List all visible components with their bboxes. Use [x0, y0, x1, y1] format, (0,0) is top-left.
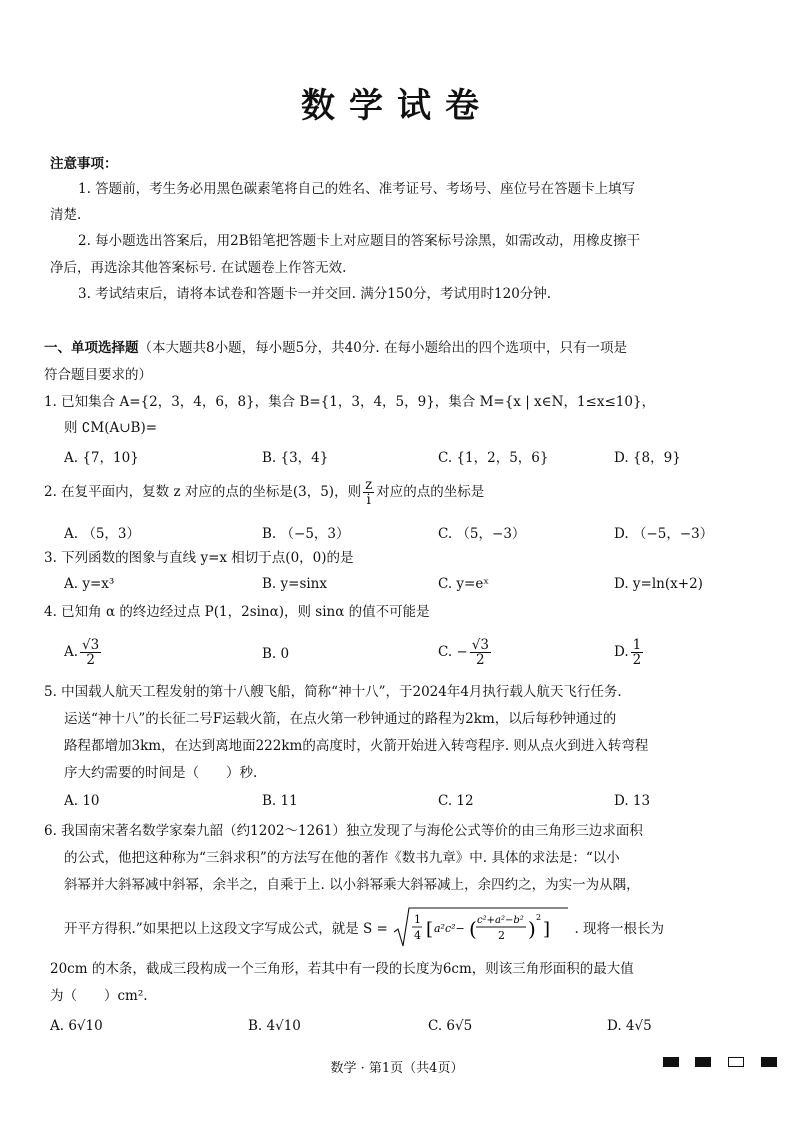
q2-frac-den: i: [366, 492, 371, 508]
notice-item-1-line-2: 清楚.: [50, 207, 82, 223]
q5-option-c: C. 12: [438, 793, 474, 809]
svg-text:2: 2: [536, 913, 542, 922]
q5-option-a: A. 10: [64, 793, 100, 809]
q4-option-a-num: √3: [82, 637, 100, 653]
svg-text:a²c²−: a²c²−: [434, 922, 465, 935]
q5-line-1: 5. 中国载人航天工程发射的第十八艘飞船，简称“神十八”，于2024年4月执行载人航天飞行任务.: [44, 684, 622, 700]
q4-option-d-den: 2: [632, 652, 642, 668]
q2-stem-post: 对应的点的坐标是: [376, 484, 485, 500]
q5-option-d: D. 13: [614, 793, 651, 809]
q4-option-b: B. 0: [262, 646, 290, 662]
q6-option-a: A. 6√10: [50, 1018, 103, 1034]
notice-item-1-line-1: 1. 答题前，考生务必用黑色碳素笔将自己的姓名、准考证号、考场号、座位号在答题卡上填写: [78, 181, 636, 197]
q1-option-a: A. {7，10}: [64, 450, 139, 466]
q3-stem: 3. 下列函数的图象与直线 y=x 相切于点(0，0)的是: [44, 550, 354, 566]
q5-line-4: 序大约需要的时间是（ ）秒.: [64, 765, 258, 781]
q6-option-d: D. 4√5: [607, 1018, 652, 1034]
svg-text:[: [: [426, 919, 434, 940]
q1-line-2: 则 ∁M(A∪B)=: [64, 420, 158, 436]
q3-option-c: C. y=eˣ: [438, 576, 490, 592]
svg-text:(: (: [469, 917, 477, 941]
q4-option-c-frac: [470, 638, 491, 667]
q4-stem: 4. 已知角 α 的终边经过点 P(1，2sinα)，则 sinα 的值不可能是: [44, 604, 430, 620]
q2-option-b: B. （−5，3）: [262, 526, 350, 542]
notice-item-3: 3. 考试结束后，请将本试卷和答题卡一并交回. 满分150分，考试用时120分钟.: [78, 286, 552, 302]
section-1-desc-line-2: 符合题目要求的）: [44, 367, 152, 383]
q4-option-c: [438, 638, 493, 667]
q4-option-d-frac: [631, 638, 644, 667]
svg-text:1: 1: [414, 913, 422, 926]
q4-option-a-label: A.: [64, 644, 79, 660]
q2-stem: [44, 478, 484, 507]
svg-text:): ): [528, 917, 536, 941]
q1-option-d: D. {8，9}: [614, 450, 681, 466]
section-1-header: [44, 339, 627, 357]
q3-option-b: B. y=sinx: [262, 576, 327, 592]
q6-option-b: B. 4√10: [248, 1018, 301, 1034]
q4-option-a: [64, 638, 103, 667]
q1-line-1: 1. 已知集合 A={2，3，4，6，8}，集合 B={1，3，4，5，9}，集合 M={x | x∈N，1≤x≤10}，: [44, 394, 656, 410]
q4-option-d-num: 1: [632, 637, 642, 653]
q6-line-1: 6. 我国南宋著名数学家秦九韶（约1202～1261）独立发现了与海伦公式等价的由三角形三边求面积: [44, 823, 643, 839]
q1-option-b: B. {3，4}: [262, 450, 329, 466]
q2-fraction: [363, 478, 374, 507]
q4-option-a-frac: [80, 638, 101, 667]
notice-item-2-line-2: 净后，再选涂其他答案标号. 在试题卷上作答无效.: [50, 260, 347, 276]
q3-option-a: A. y=x³: [64, 576, 115, 592]
q3-option-d: D. y=ln(x+2): [614, 576, 703, 592]
section-1-heading: 一、单项选择题: [44, 340, 139, 356]
q1-option-c: C. {1，2，5，6}: [438, 450, 549, 466]
q6-line-4-pre: 开平方得积.”如果把以上这段文字写成公式，就是 S =: [64, 921, 388, 937]
q6-option-c: C. 6√5: [428, 1018, 473, 1034]
q6-line-2: 的公式，他把这种称为“三斜求积”的方法写在他的著作《数书九章》中. 具体的求法是：“以小: [64, 850, 620, 866]
q2-option-d: D. （−5，−3）: [614, 526, 714, 542]
page-marker-hollow: [728, 1057, 744, 1067]
q4-option-c-num: √3: [471, 637, 489, 653]
page-marker-solid-1: [663, 1057, 679, 1067]
q6-line-5: 20cm 的木条，截成三段构成一个三角形，若其中有一段的长度为6cm，则该三角形面积的最大值: [50, 961, 634, 977]
q5-line-2: 运送“神十八”的长征二号F运载火箭，在点火第一秒钟通过的路程为2km，以后每秒钟通过的: [64, 711, 617, 727]
q2-frac-num: z: [365, 477, 373, 493]
q6-line-4-post: . 现将一根长为: [574, 921, 665, 937]
svg-text:2: 2: [498, 929, 506, 942]
q4-option-d: [614, 638, 645, 667]
q6-line-3: 斜幂并大斜幂减中斜幂，余半之，自乘于上. 以小斜幂乘大斜幂减上，余四约之，为实一为从隅，: [64, 877, 640, 893]
svg-text:]: ]: [543, 919, 551, 940]
q4-option-c-label: C. −: [438, 644, 468, 660]
notice-item-2-line-1: 2. 每小题选出答案后，用2B铅笔把答题卡上对应题目的答案标号涂黑，如需改动，用橡皮擦干: [78, 233, 641, 249]
q2-stem-pre: 2. 在复平面内，复数 z 对应的点的坐标是(3，5)，则: [44, 484, 362, 500]
q4-option-a-den: 2: [86, 652, 95, 668]
page-title: 数学试卷: [301, 86, 493, 126]
q5-line-3: 路程都增加3km，在达到离地面222km的高度时，火箭开始进入转弯程序. 则从点火到进入转弯程: [64, 738, 649, 754]
q6-line-6: 为（ ）cm².: [50, 988, 148, 1004]
q2-option-c: C. （5，−3）: [438, 526, 526, 542]
page-marker-solid-3: [761, 1057, 777, 1067]
q6-line-4: [64, 906, 664, 948]
q4-option-c-den: 2: [476, 652, 485, 668]
svg-text:c²+a²−b²: c²+a²−b²: [477, 915, 524, 926]
notice-heading: 注意事项：: [50, 156, 118, 172]
svg-text:4: 4: [414, 929, 422, 942]
section-1-desc-line-1: （本大题共8小题，每小题5分，共40分. 在每小题给出的四个选项中，只有一项是: [138, 340, 627, 356]
q4-option-d-label: D.: [614, 644, 629, 660]
page-footer: 数学 · 第1页（共4页）: [330, 1061, 464, 1076]
page-marker-solid-2: [695, 1057, 711, 1067]
q5-option-b: B. 11: [262, 793, 298, 809]
qin-jiushao-formula: [392, 906, 570, 948]
q2-option-a: A. （5，3）: [64, 526, 141, 542]
